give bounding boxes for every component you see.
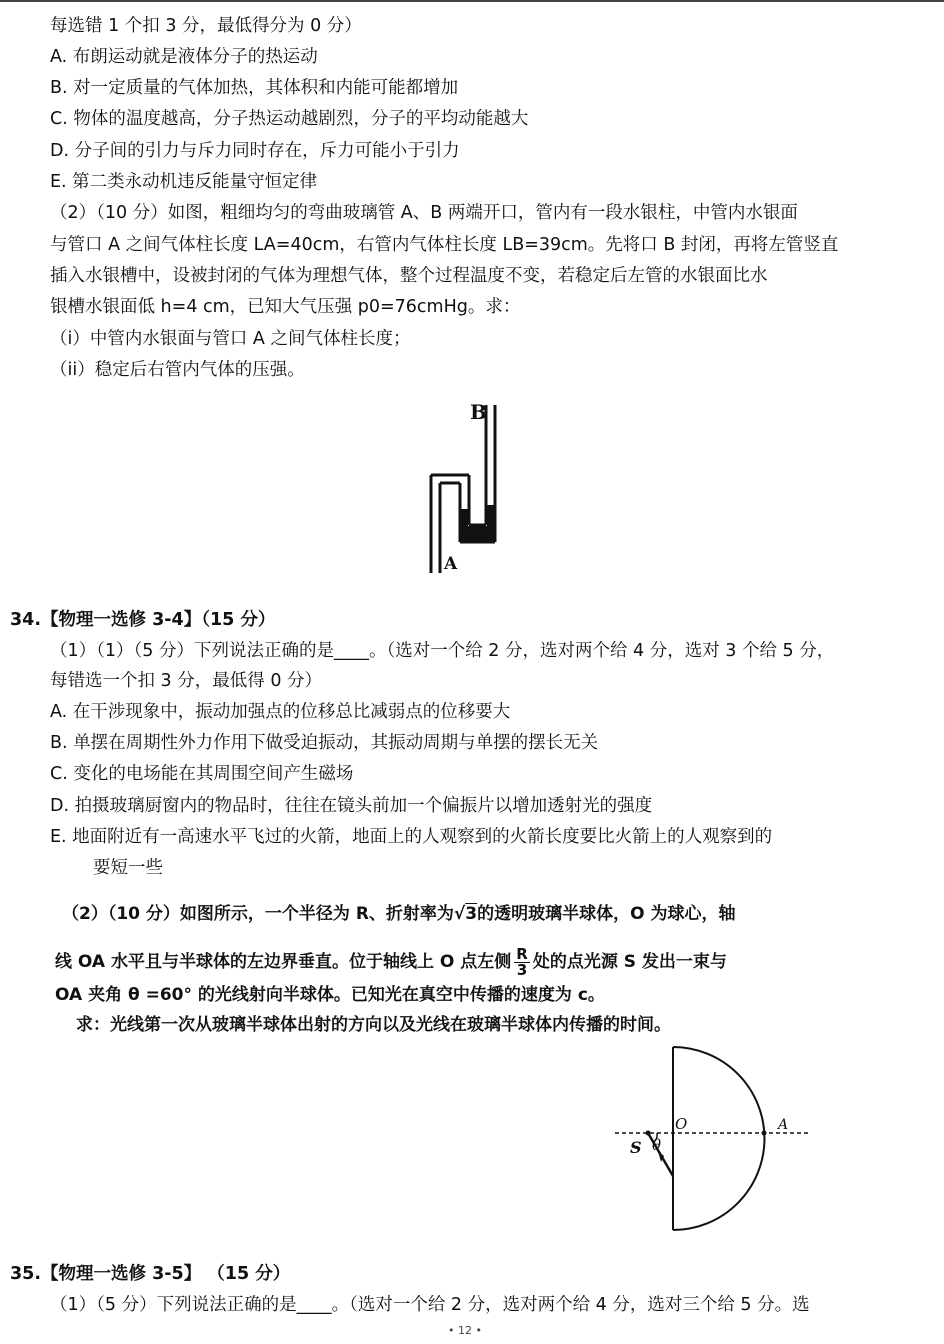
q34-option-b: B. 单摆在周期性外力作用下做受迫振动，其振动周期与单摆的摆长无关 (50, 733, 599, 753)
bent-glass-tube-figure (418, 395, 508, 575)
q34-option-e-cont: 要短一些 (93, 858, 163, 878)
q34-part2-line2-a: 线 OA 水平且与半球体的左边界垂直。位于轴线上 O 点左侧 (55, 952, 512, 972)
q33-sub-question-i: （i）中管内水银面与管口 A 之间气体柱长度； (50, 329, 411, 349)
q34-option-a: A. 在干涉现象中，振动加强点的位移总比减弱点的位移要大 (50, 702, 511, 722)
mercury-right (487, 505, 494, 526)
q33-part2-line4: 银槽水银面低 h=4 cm，已知大气压强 p0=76cmHg。求： (50, 297, 521, 317)
source-point (646, 1131, 651, 1136)
q33-option-d: D. 分子间的引力与斥力同时存在，斥力可能小于引力 (50, 141, 460, 161)
page-top-border (0, 0, 944, 2)
q34-heading: 34.【物理一选修 3-4】（15 分） (10, 610, 276, 630)
q33-option-b: B. 对一定质量的气体加热，其体积和内能可能都增加 (50, 78, 459, 98)
q34-part2-line3: OA 夹角 θ =60° 的光线射向半球体。已知光在真空中传播的速度为 c。 (55, 985, 605, 1005)
q34-part2-line1-b: 的透明玻璃半球体，O 为球心，轴 (477, 904, 736, 924)
glass-hemisphere-figure (610, 1040, 815, 1235)
q35-part1-line: （1）（5 分）下列说法正确的是____。（选对一个给 2 分，选对两个给 4 分，选对三个给 5 分。选 (50, 1295, 810, 1315)
point-a-dot (762, 1131, 767, 1136)
q34-part2-line4: 求：光线第一次从玻璃半球体出射的方向以及光线在玻璃半球体内传播的时间。 (76, 1015, 671, 1035)
q34-part2-line1 (62, 904, 735, 924)
q34-part2-line2-b: 处的点光源 S 发出一束与 (532, 952, 727, 972)
sqrt-three: √3 (453, 904, 478, 924)
hemisphere-arc (673, 1047, 764, 1230)
q33-part2-line3: 插入水银槽中，设被封闭的气体为理想气体，整个过程温度不变，若稳定后左管的水银面比水 (50, 266, 768, 286)
label-theta: θ (652, 1136, 662, 1154)
fraction-numerator: R (516, 944, 528, 963)
q35-heading: 35.【物理一选修 3-5】 （15 分） (10, 1264, 291, 1284)
label-o: O (675, 1115, 688, 1133)
sqrt-radicand: 3 (465, 904, 478, 924)
q34-option-e: E. 地面附近有一高速水平飞过的火箭，地面上的人观察到的火箭长度要比火箭上的人观察到的 (50, 827, 773, 847)
fraction-denominator: 3 (516, 960, 528, 979)
q33-intro: 每选错 1 个扣 3 分，最低得分为 0 分） (50, 16, 362, 36)
label-a: A (778, 1117, 789, 1133)
q33-option-a: A. 布朗运动就是液体分子的热运动 (50, 47, 318, 67)
fraction-r-over-3 (514, 944, 530, 979)
q34-part2-line1-a: （2）（10 分）如图所示，一个半径为 R、折射率为 (62, 904, 454, 924)
label-s: S (630, 1138, 642, 1157)
label-b: B (470, 400, 487, 424)
q33-sub-question-ii: （ii）稳定后右管内气体的压强。 (50, 360, 305, 380)
label-a: A (444, 554, 458, 574)
q33-option-c: C. 物体的温度越高，分子热运动越剧烈，分子的平均动能越大 (50, 109, 529, 129)
q33-option-e: E. 第二类永动机违反能量守恒定律 (50, 172, 318, 192)
q34-part1-line1: （1）（1）（5 分）下列说法正确的是____。（选对一个给 2 分，选对两个给 4 分，选对 3 个给 5 分， (50, 641, 835, 661)
q34-option-d: D. 拍摄玻璃厨窗内的物品时，往往在镜头前加一个偏振片以增加透射光的强度 (50, 796, 653, 816)
q34-option-c: C. 变化的电场能在其周围空间产生磁场 (50, 764, 354, 784)
page-number: • 12 • (448, 1324, 482, 1337)
q33-part2-line2: 与管口 A 之间气体柱长度 LA=40cm，右管内气体柱长度 LB=39cm。先将口 B 封闭，再将左管竖直 (50, 235, 839, 255)
mercury-bottom (461, 526, 494, 541)
q34-part1-line2: 每错选一个扣 3 分，最低得 0 分） (50, 671, 323, 691)
q33-part2-line1: （2）（10 分）如图，粗细均匀的弯曲玻璃管 A、B 两端开口，管内有一段水银柱，中管内水银面 (50, 203, 798, 223)
q34-part2-line2 (55, 944, 727, 980)
